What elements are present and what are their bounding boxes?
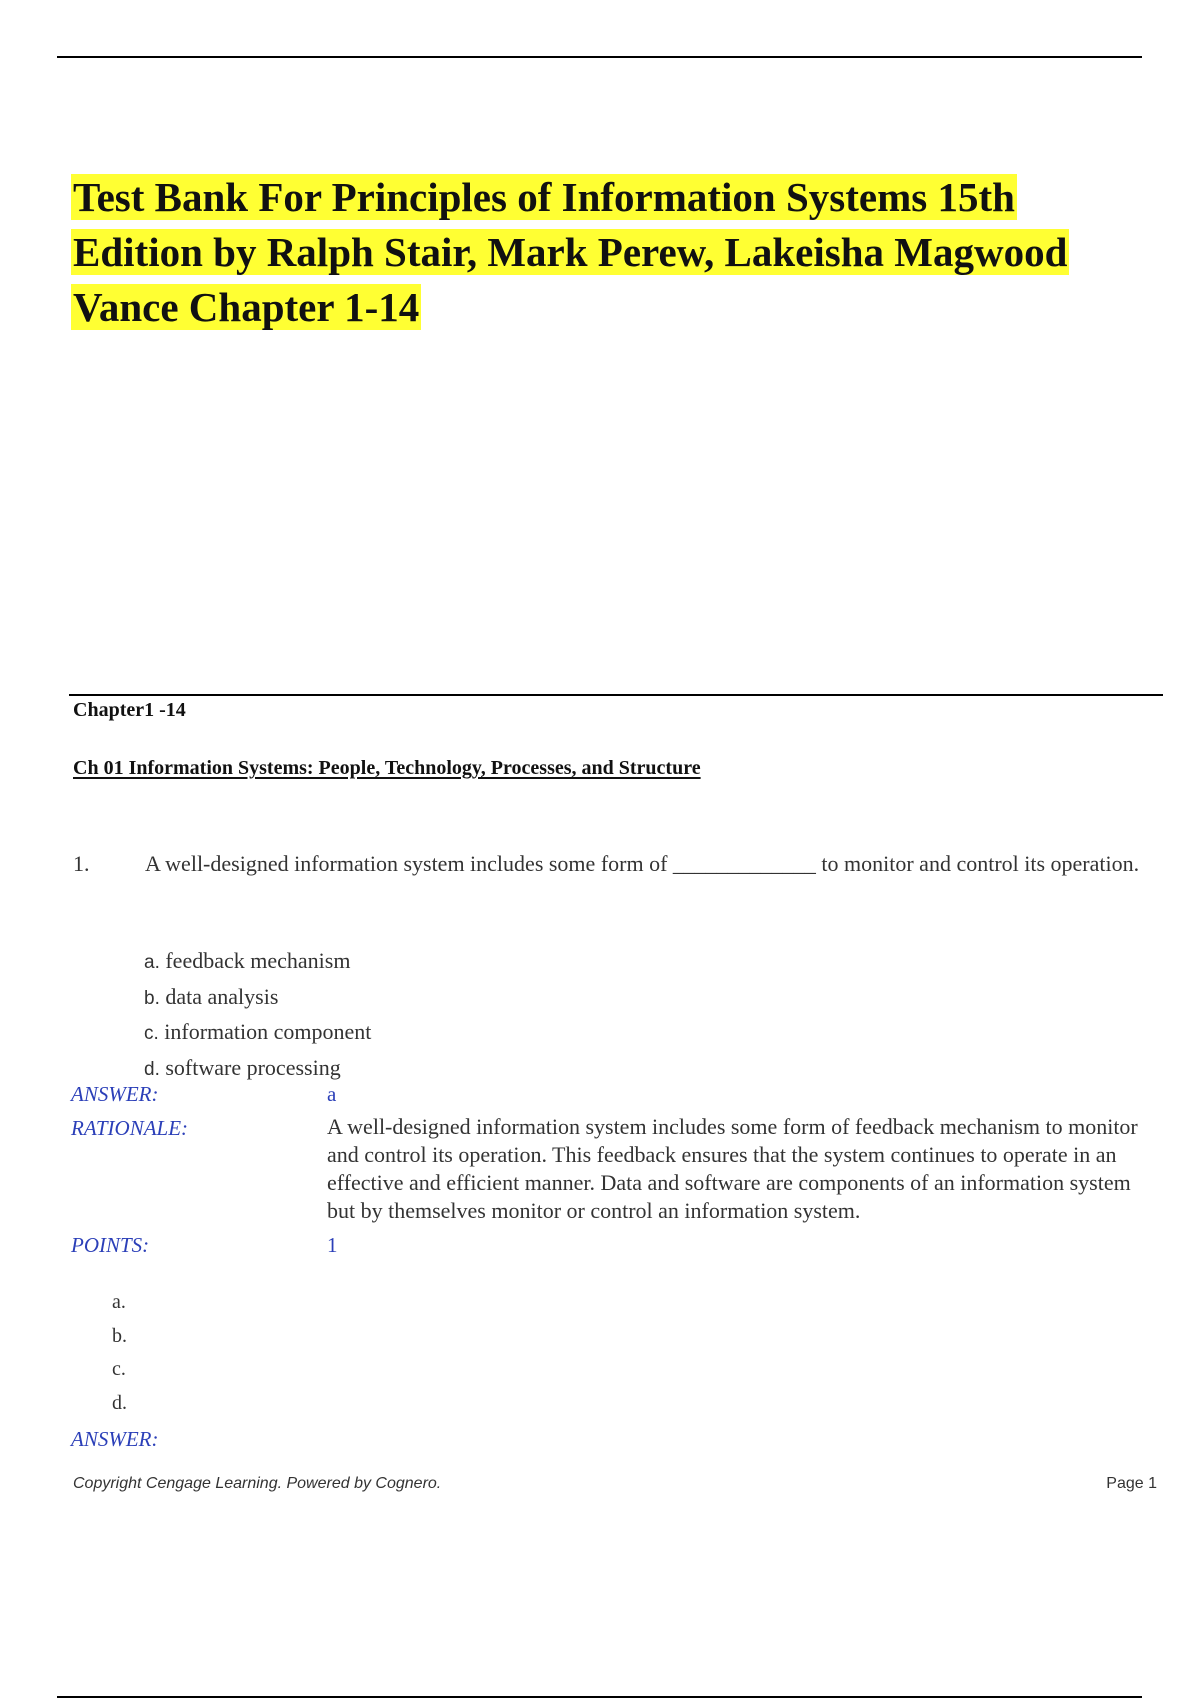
choice-text: data analysis bbox=[165, 983, 279, 1009]
rationale-label: RATIONALE: bbox=[71, 1116, 189, 1140]
blank-choice-b: b. bbox=[112, 1324, 127, 1347]
document-title bbox=[71, 170, 1181, 335]
question-2-choices bbox=[112, 1286, 127, 1420]
choice-d bbox=[144, 1051, 371, 1087]
choice-text: software processing bbox=[165, 1054, 341, 1080]
chapter-rule bbox=[69, 694, 1163, 696]
bottom-rule bbox=[57, 1696, 1142, 1698]
title-line-1: Test Bank For Principles of Information Systems 15th bbox=[73, 174, 1015, 220]
blank-choice-d: d. bbox=[112, 1391, 127, 1414]
choice-letter: d. bbox=[144, 1058, 160, 1080]
rationale-text: A well-designed information system includes some form of feedback mechanism to monitor and control its operation. This feedback ensures that the system continues to operate in an effective and efficient manner. Data and software are components of an information system but by themselves monitor or control an information system. bbox=[327, 1114, 1138, 1223]
answer-label-2: ANSWER: bbox=[71, 1427, 159, 1451]
points-label: POINTS: bbox=[71, 1233, 150, 1257]
answer-value: a bbox=[327, 1082, 337, 1106]
choice-letter: a. bbox=[144, 952, 160, 973]
footer-page-number: Page 1 bbox=[1106, 1475, 1157, 1492]
choice-letter: c. bbox=[144, 1023, 159, 1044]
footer-copyright: Copyright Cengage Learning. Powered by Cognero. bbox=[73, 1475, 442, 1492]
title-line-3: Vance Chapter 1-14 bbox=[73, 284, 420, 330]
section-heading: Ch 01 Information Systems: People, Technology, Processes, and Structure bbox=[73, 757, 701, 779]
blank-choice-a: a. bbox=[112, 1291, 126, 1313]
question-1-choices bbox=[144, 944, 371, 1086]
choice-letter: b. bbox=[144, 987, 160, 1009]
top-rule bbox=[57, 56, 1142, 58]
choice-text: feedback mechanism bbox=[165, 948, 351, 973]
answer-label: ANSWER: bbox=[71, 1082, 159, 1106]
choice-a bbox=[144, 944, 371, 980]
question-1-stem bbox=[73, 849, 1153, 878]
choice-c bbox=[144, 1015, 371, 1051]
title-line-2: Edition by Ralph Stair, Mark Perew, Lakeisha Magwood bbox=[73, 229, 1068, 275]
chapter-heading: Chapter1 -14 bbox=[73, 699, 186, 721]
question-number: 1. bbox=[73, 851, 90, 876]
blank-choice-c: c. bbox=[112, 1358, 126, 1380]
choice-text: information component bbox=[164, 1019, 372, 1044]
points-value: 1 bbox=[327, 1233, 338, 1257]
choice-b bbox=[144, 980, 371, 1016]
question-text: A well-designed information system includes some form of _____________ to monitor and control its operation. bbox=[145, 851, 1140, 876]
